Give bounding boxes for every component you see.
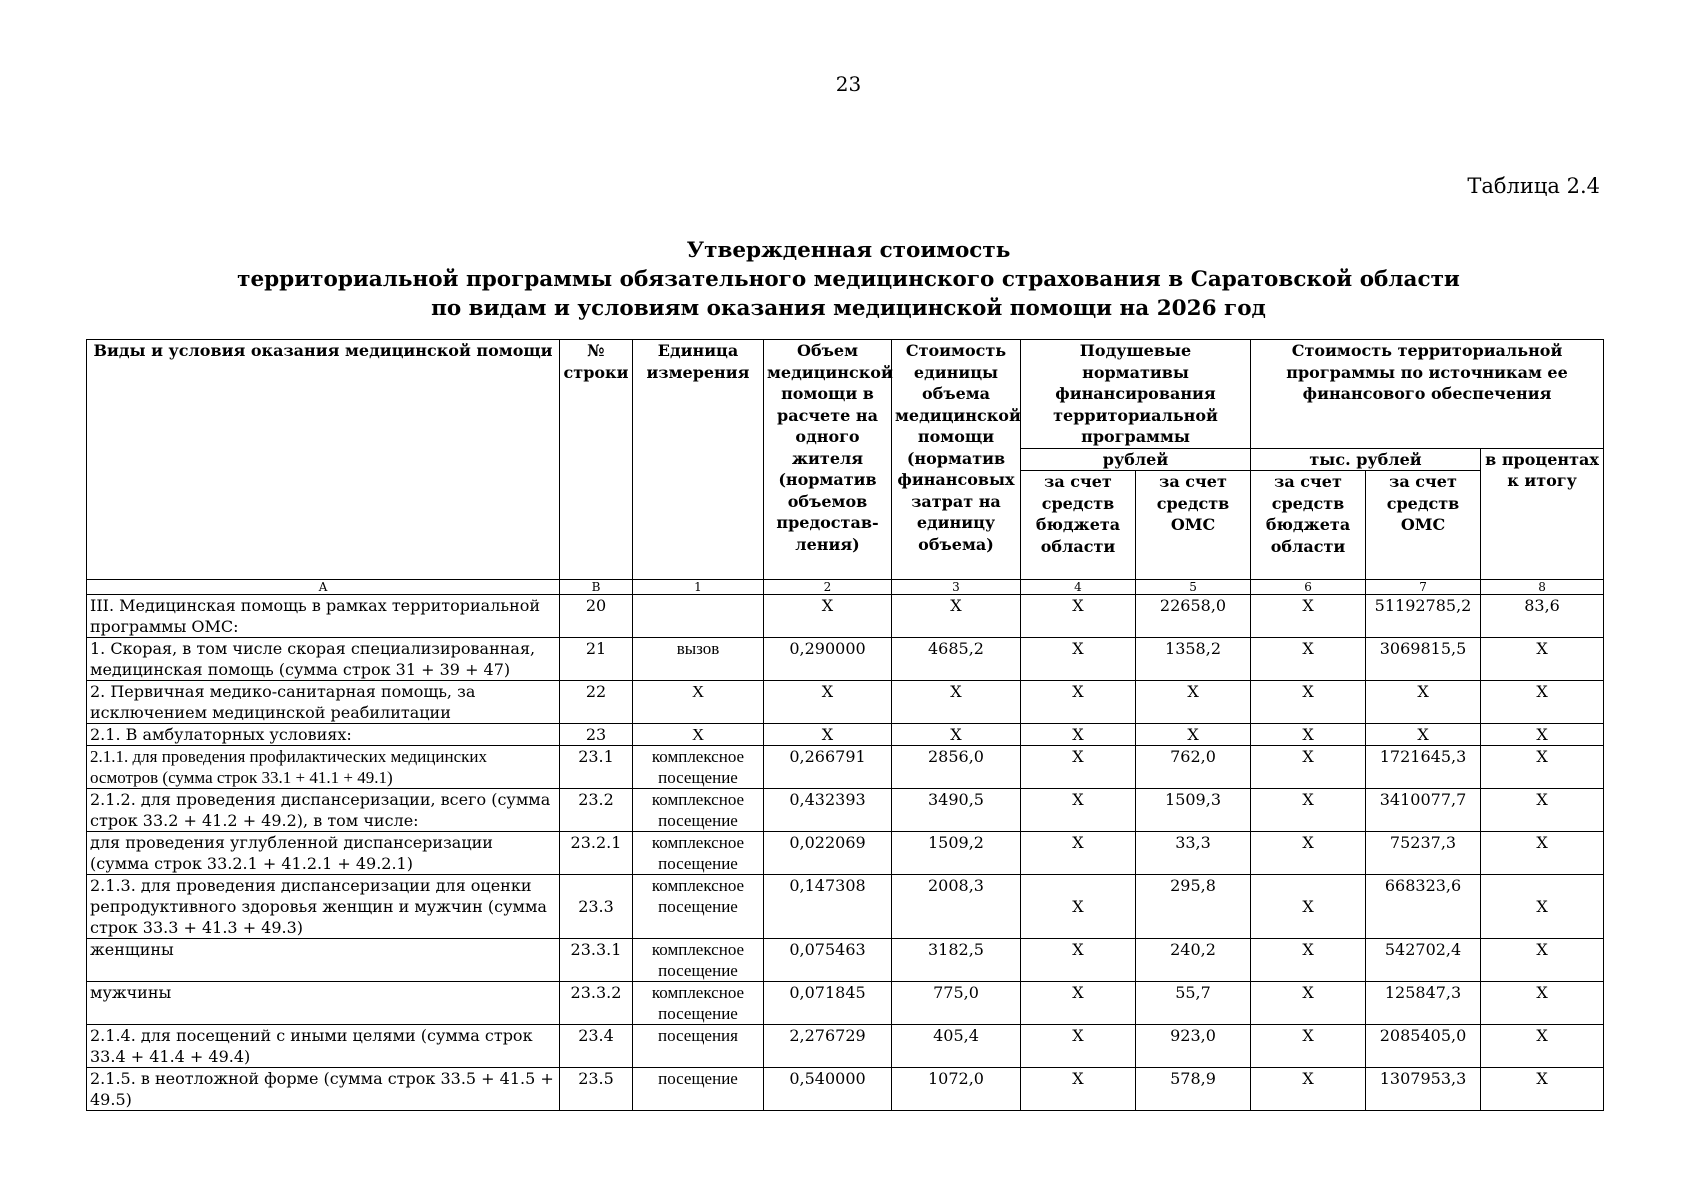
column-letter: 1 — [633, 580, 764, 595]
row-unit-cost: 2856,0 — [892, 746, 1021, 789]
row-number: 20 — [560, 595, 633, 638]
column-letter: 8 — [1481, 580, 1604, 595]
row-number: 23 — [560, 724, 633, 746]
row-name: 2.1.2. для проведения диспансеризации, всего (сумма строк 33.2 + 41.2 + 49.2), в том числе: — [87, 789, 560, 832]
row-unit-cost: 2008,3 — [892, 875, 1021, 939]
row-percent: Х — [1481, 832, 1604, 875]
header-unit-cost: Стоимость единицы объема медицинской помощи (норматив финансовых затрат на единицу объема) — [892, 340, 1021, 580]
row-unit: комплексное посещение — [633, 939, 764, 982]
row-pc-oms: 923,0 — [1136, 1025, 1251, 1068]
header-pc-budget: за счет средств бюджета области — [1021, 471, 1136, 580]
row-unit: комплексное посещение — [633, 789, 764, 832]
row-tc-oms: Х — [1366, 724, 1481, 746]
header-pc-oms: за счет средств ОМС — [1136, 471, 1251, 580]
row-unit-cost: 405,4 — [892, 1025, 1021, 1068]
table-row — [87, 595, 1604, 638]
row-unit-cost: 775,0 — [892, 982, 1021, 1025]
row-volume: 0,075463 — [764, 939, 892, 982]
row-percent: Х — [1481, 939, 1604, 982]
header-tc-oms: за счет средств ОМС — [1366, 471, 1481, 580]
row-pc-budget: Х — [1021, 746, 1136, 789]
row-volume: 2,276729 — [764, 1025, 892, 1068]
row-unit-cost: 3490,5 — [892, 789, 1021, 832]
row-percent: Х — [1481, 789, 1604, 832]
row-number: 23.2.1 — [560, 832, 633, 875]
table-row — [87, 681, 1604, 724]
row-percent: Х — [1481, 724, 1604, 746]
row-number: 21 — [560, 638, 633, 681]
column-letter: А — [87, 580, 560, 595]
row-tc-oms: 3410077,7 — [1366, 789, 1481, 832]
row-name: 2.1. В амбулаторных условиях: — [87, 724, 560, 746]
row-percent: Х — [1481, 875, 1604, 939]
table-row — [87, 982, 1604, 1025]
row-tc-budget: Х — [1251, 638, 1366, 681]
header-unit-thousand-rubles: тыс. рублей — [1251, 448, 1481, 471]
row-tc-budget: Х — [1251, 724, 1366, 746]
row-unit-cost: 4685,2 — [892, 638, 1021, 681]
row-tc-budget: Х — [1251, 1025, 1366, 1068]
row-volume: 0,022069 — [764, 832, 892, 875]
header-unit: Единица измерения — [633, 340, 764, 580]
row-unit: комплексное посещение — [633, 875, 764, 939]
row-volume: 0,266791 — [764, 746, 892, 789]
row-pc-budget: Х — [1021, 1068, 1136, 1111]
row-unit: комплексное посещение — [633, 832, 764, 875]
row-name: III. Медицинская помощь в рамках территориальной программы ОМС: — [87, 595, 560, 638]
header-tc-budget: за счет средств бюджета области — [1251, 471, 1366, 580]
header-unit-rubles: рублей — [1021, 448, 1251, 471]
row-pc-budget: Х — [1021, 595, 1136, 638]
row-unit-cost: Х — [892, 681, 1021, 724]
row-percent: Х — [1481, 1068, 1604, 1111]
column-letter: 4 — [1021, 580, 1136, 595]
row-pc-budget: Х — [1021, 939, 1136, 982]
row-tc-oms: 1307953,3 — [1366, 1068, 1481, 1111]
row-unit-cost: 1072,0 — [892, 1068, 1021, 1111]
row-pc-oms: 762,0 — [1136, 746, 1251, 789]
row-number: 23.5 — [560, 1068, 633, 1111]
row-pc-oms: 22658,0 — [1136, 595, 1251, 638]
row-tc-oms: 3069815,5 — [1366, 638, 1481, 681]
row-percent: Х — [1481, 1025, 1604, 1068]
row-unit: вызов — [633, 638, 764, 681]
row-pc-oms: 240,2 — [1136, 939, 1251, 982]
row-number: 23.4 — [560, 1025, 633, 1068]
table-row — [87, 724, 1604, 746]
row-tc-budget: Х — [1251, 875, 1366, 939]
row-pc-budget: Х — [1021, 875, 1136, 939]
row-name: 2.1.4. для посещений с иными целями (сумма строк 33.4 + 41.4 + 49.4) — [87, 1025, 560, 1068]
title-line-2: территориальной программы обязательного медицинского страхования в Саратовской области — [237, 267, 1460, 292]
header-row-number: № строки — [560, 340, 633, 580]
table-row — [87, 746, 1604, 789]
row-pc-budget: Х — [1021, 1025, 1136, 1068]
row-name: 2.1.1. для проведения профилактических медицинских осмотров (сумма строк 33.1 + 41.1 + 49.1) — [87, 746, 560, 789]
row-volume: 0,147308 — [764, 875, 892, 939]
table-row — [87, 832, 1604, 875]
row-name: мужчины — [87, 982, 560, 1025]
table-row — [87, 789, 1604, 832]
row-volume: Х — [764, 724, 892, 746]
row-tc-budget: Х — [1251, 982, 1366, 1025]
row-unit-cost: Х — [892, 595, 1021, 638]
table-row — [87, 1025, 1604, 1068]
row-tc-oms: 125847,3 — [1366, 982, 1481, 1025]
row-percent: Х — [1481, 982, 1604, 1025]
row-number: 23.2 — [560, 789, 633, 832]
row-name: женщины — [87, 939, 560, 982]
row-name: 2.1.3. для проведения диспансеризации для оценки репродуктивного здоровья женщин и мужчин (сумма строк 33.3 + 41.3 + 49.3) — [87, 875, 560, 939]
title-line-1: Утвержденная стоимость — [686, 238, 1011, 263]
row-tc-budget: Х — [1251, 595, 1366, 638]
row-pc-oms: 33,3 — [1136, 832, 1251, 875]
row-tc-oms: 1721645,3 — [1366, 746, 1481, 789]
row-tc-budget: Х — [1251, 832, 1366, 875]
row-name: для проведения углубленной диспансеризации (сумма строк 33.2.1 + 41.2.1 + 49.2.1) — [87, 832, 560, 875]
row-pc-budget: Х — [1021, 982, 1136, 1025]
row-volume: Х — [764, 681, 892, 724]
row-tc-oms: 542702,4 — [1366, 939, 1481, 982]
page-number: 23 — [835, 72, 862, 96]
column-letter: 3 — [892, 580, 1021, 595]
row-tc-budget: Х — [1251, 746, 1366, 789]
row-number: 22 — [560, 681, 633, 724]
row-pc-budget: Х — [1021, 724, 1136, 746]
row-percent: 83,6 — [1481, 595, 1604, 638]
row-number: 23.3.2 — [560, 982, 633, 1025]
column-letter: В — [560, 580, 633, 595]
table-row — [87, 1068, 1604, 1111]
row-tc-budget: Х — [1251, 939, 1366, 982]
row-volume: Х — [764, 595, 892, 638]
row-pc-oms: 1509,3 — [1136, 789, 1251, 832]
row-unit-cost: Х — [892, 724, 1021, 746]
column-letters-row — [87, 580, 1604, 595]
table-row — [87, 939, 1604, 982]
row-unit: Х — [633, 724, 764, 746]
row-tc-budget: Х — [1251, 681, 1366, 724]
column-letter: 5 — [1136, 580, 1251, 595]
row-tc-oms: Х — [1366, 681, 1481, 724]
table-row — [87, 875, 1604, 939]
column-letter: 7 — [1366, 580, 1481, 595]
row-pc-oms: Х — [1136, 681, 1251, 724]
header-kind: Виды и условия оказания медицинской помощи — [87, 340, 560, 580]
column-letter: 6 — [1251, 580, 1366, 595]
row-number: 23.3.1 — [560, 939, 633, 982]
row-pc-budget: Х — [1021, 789, 1136, 832]
header-volume: Объем медицинской помощи в расчете на одного жителя (норматив объемов предостав-ления) — [764, 340, 892, 580]
row-tc-oms: 51192785,2 — [1366, 595, 1481, 638]
row-number: 23.1 — [560, 746, 633, 789]
row-name: 2. Первичная медико-санитарная помощь, за исключением медицинской реабилитации — [87, 681, 560, 724]
row-unit: посещения — [633, 1025, 764, 1068]
row-name: 1. Скорая, в том числе скорая специализированная, медицинская помощь (сумма строк 31 + 39 + 47) — [87, 638, 560, 681]
title-line-3: по видам и условиям оказания медицинской помощи на 2026 год — [431, 296, 1266, 321]
row-volume: 0,071845 — [764, 982, 892, 1025]
row-number: 23.3 — [560, 875, 633, 939]
row-pc-oms: 55,7 — [1136, 982, 1251, 1025]
header-per-capita-group: Подушевые нормативы финансирования территориальной программы — [1021, 340, 1251, 449]
column-letter: 2 — [764, 580, 892, 595]
row-tc-oms: 75237,3 — [1366, 832, 1481, 875]
row-name: 2.1.5. в неотложной форме (сумма строк 33.5 + 41.5 + 49.5) — [87, 1068, 560, 1111]
cost-table — [86, 339, 1604, 1111]
row-tc-oms: 2085405,0 — [1366, 1025, 1481, 1068]
header-program-cost-group: Стоимость территориальной программы по источникам ее финансового обеспечения — [1251, 340, 1604, 449]
row-pc-budget: Х — [1021, 638, 1136, 681]
row-unit — [633, 595, 764, 638]
row-pc-oms: 578,9 — [1136, 1068, 1251, 1111]
row-unit-cost: 3182,5 — [892, 939, 1021, 982]
row-tc-budget: Х — [1251, 1068, 1366, 1111]
row-tc-budget: Х — [1251, 789, 1366, 832]
row-volume: 0,432393 — [764, 789, 892, 832]
row-percent: Х — [1481, 638, 1604, 681]
header-percent: в процентах к итогу — [1481, 448, 1604, 580]
table-label: Таблица 2.4 — [1467, 174, 1600, 198]
row-volume: 0,290000 — [764, 638, 892, 681]
row-pc-budget: Х — [1021, 681, 1136, 724]
row-percent: Х — [1481, 681, 1604, 724]
document-title — [0, 236, 1697, 323]
row-unit-cost: 1509,2 — [892, 832, 1021, 875]
row-unit: комплексное посещение — [633, 746, 764, 789]
row-volume: 0,540000 — [764, 1068, 892, 1111]
row-percent: Х — [1481, 746, 1604, 789]
row-unit: посещение — [633, 1068, 764, 1111]
row-tc-oms: 668323,6 — [1366, 875, 1481, 939]
row-pc-oms: Х — [1136, 724, 1251, 746]
row-pc-oms: 1358,2 — [1136, 638, 1251, 681]
row-pc-budget: Х — [1021, 832, 1136, 875]
row-unit: комплексное посещение — [633, 982, 764, 1025]
table-row — [87, 638, 1604, 681]
row-pc-oms: 295,8 — [1136, 875, 1251, 939]
row-unit: Х — [633, 681, 764, 724]
